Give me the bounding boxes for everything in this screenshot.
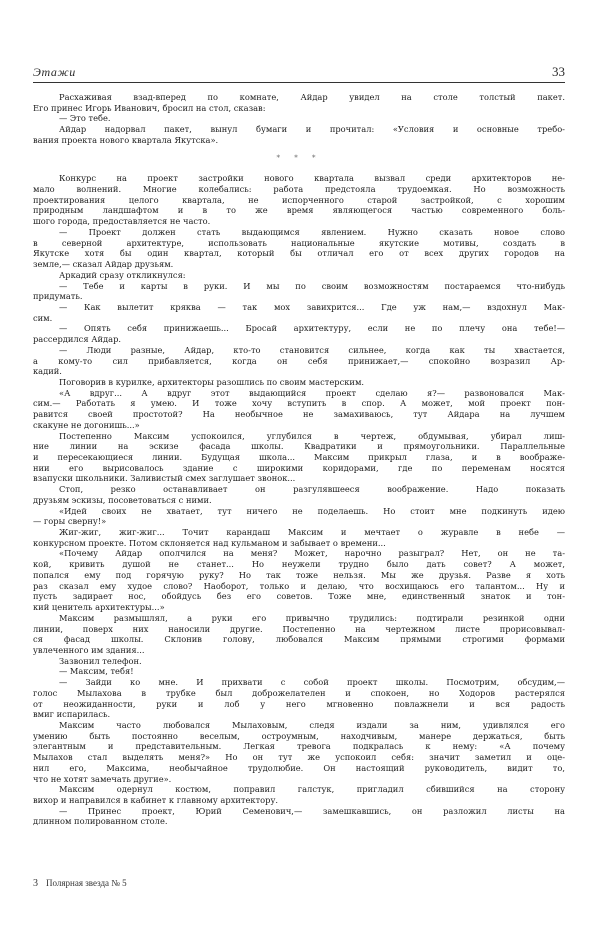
- text-line: сим.: [33, 312, 53, 323]
- text-line: Максим часто любовался Мылаховым, следя издали за ним, удивлялся его: [59, 719, 565, 730]
- text-line: Айдар надорвал пакет, вынул бумаги и прочитал: «Условия и основные требо-: [59, 124, 565, 135]
- text-line: Максим одернул костюм, поправил галстук, пригладил сбившийся на сторону: [59, 784, 565, 795]
- paragraph: [33, 124, 565, 145]
- paragraph: [33, 388, 565, 431]
- text-line: вания проекта нового квартала Якутска».: [33, 134, 219, 145]
- text-line: Жиг-жиг, жиг-жиг... Точит карандаш Максим и мечтает о журавле в небе —: [59, 527, 565, 538]
- text-line: «Идей своих не хватает, тут ничего не поделаешь. Но стоит мне подкинуть идею: [59, 505, 565, 516]
- paragraph: [33, 656, 565, 667]
- text-line: конкурсном проекте. Потом склоняется над кульманом и забывает о времени...: [33, 537, 386, 548]
- text-line: — горы сверну!»: [33, 516, 107, 527]
- text-line: мало волнений. Многие колебались: работа предстояла трудоемкая. Но возможность: [33, 184, 565, 195]
- text-line: равится своей простотой? На необычное не замахиваюсь, тут Айдара на лучшем: [33, 409, 565, 420]
- paragraph: [33, 527, 565, 548]
- text-line: Аркадий сразу откликнулся:: [59, 269, 186, 280]
- paragraph: [33, 677, 565, 720]
- text-after-separator: [33, 173, 565, 827]
- paragraph: [33, 431, 565, 485]
- text-line: — Как вылетит кряква — так мох завихрится... Где уж нам,— вздохнул Мак-: [59, 301, 565, 312]
- text-line: Стоп, резко останавливает он разгулявшееся воображение. Надо показать: [59, 484, 565, 495]
- paragraph: [33, 227, 565, 270]
- text-line: — Тебе и карты в руки. И мы по своим возможностям постараемся что-нибудь: [59, 280, 565, 291]
- text-line: проектирования целого квартала, не испорченного старой застройкой, с хорошим: [33, 194, 565, 205]
- text-line: кий ценитель архитектуры...»: [33, 602, 165, 613]
- text-line: Расхаживая взад-вперед по комнате, Айдар увидел на столе толстый пакет.: [59, 92, 565, 102]
- text-line: Конкурс на проект застройки нового квартала вызвал среди архитекторов не-: [59, 173, 565, 184]
- text-line: Постепенно Максим успокоился, углубился в чертеж, обдумывая, убирал лиш-: [59, 430, 565, 441]
- text-line: умению быть постоянно веселым, остроумным, находчивым, манере держаться, быть: [33, 730, 565, 741]
- paragraph: [33, 302, 565, 323]
- paragraph: [33, 806, 565, 827]
- text-line: Его принес Игорь Иванович, бросил на стол, сказав:: [33, 102, 266, 113]
- paragraph: [33, 784, 565, 805]
- publication-name: Полярная звезда № 5: [46, 878, 127, 888]
- paragraph: [33, 92, 565, 113]
- page-number: 33: [552, 64, 565, 79]
- text-line: а кому-то сил прибавляется, когда он себя принижает,— спокойно возразил Ар-: [33, 355, 565, 366]
- paragraph: [33, 484, 565, 505]
- text-line: и пересекающиеся линии. Будущая школа... Максим прикрыл глаза, и в воображе-: [33, 452, 565, 462]
- paragraph: [33, 377, 565, 388]
- text-line: земле,— сказал Айдар друзьям.: [33, 259, 174, 270]
- text-line: от неожиданности, руки и лоб у него мгновенно повлажнели и вся радость: [33, 698, 565, 709]
- text-line: Максим размышлял, а руки его привычно трудились: подтирали резинкой одни: [59, 612, 565, 623]
- paragraph: [33, 113, 565, 124]
- text-line: — Это тебе.: [59, 113, 111, 124]
- section-separator: * * *: [276, 153, 322, 162]
- text-line: увлеченного им здания...: [33, 644, 145, 655]
- text-line: в северной архитектуре, использовать национальные якутские мотивы, создать в: [33, 237, 565, 248]
- header-rule: [33, 82, 565, 83]
- text-line: линии, поверх них наносили другие. Постепенно на чертежном листе прорисовывал-: [33, 623, 565, 634]
- paragraph: [33, 613, 565, 656]
- paragraph: [33, 323, 565, 344]
- paragraph: [33, 720, 565, 784]
- text-line: голос Мылахова в трубке был доброжелателен и спокоен, но Ходоров растерялся: [33, 687, 565, 698]
- text-line: взапуски школьники. Заливистый смех заглушает звонок...: [33, 473, 296, 484]
- text-line: «Почему Айдар ополчился на меня? Может, нарочно разыграл? Нет, он не та-: [59, 548, 565, 559]
- text-line: длинном полированном столе.: [33, 816, 168, 827]
- text-line: — Принес проект, Юрий Семенович,— замешкавшись, он разложил листы на: [59, 805, 565, 816]
- text-line: придумать.: [33, 291, 83, 302]
- text-line: раз сказал ему худое слово? Наоборот, только и делаю, что восхищаюсь его талантом... Ну и: [33, 580, 565, 591]
- text-line: нил его, Максима, необычайное трудолюбие. Он настоящий руководитель, видит то,: [33, 762, 565, 773]
- printer-signature: 3: [33, 877, 38, 889]
- paragraph: [33, 173, 565, 227]
- text-line: сим.— Работать я умею. И тоже хочу вступить в спор. А может, мой проект пон-: [33, 398, 565, 409]
- text-line: шого города, предоставляется не часто.: [33, 216, 211, 227]
- text-line: нии его вырисовалось здание с широкими коридорами, где по переменам носятся: [33, 462, 565, 473]
- body-text: [33, 92, 565, 827]
- text-line: элегантным и представительным. Легкая тревога подкралась к нему: «А почему: [33, 741, 565, 752]
- running-title: Этажи: [33, 65, 76, 79]
- text-line: скакуне не догонишь...»: [33, 419, 140, 430]
- text-line: Якутске хотя бы один квартал, который бы отличал его от всех других городов на: [33, 248, 565, 259]
- text-line: Поговорив в курилке, архитекторы разошлись по своим мастерским.: [59, 376, 365, 387]
- text-line: вмиг испарилась.: [33, 709, 111, 720]
- text-line: рассердился Айдар.: [33, 334, 122, 345]
- text-line: попался ему под горячую руку? Но так тоже нельзя. Мы же друзья. Разве я хоть: [33, 569, 565, 580]
- paragraph: [33, 345, 565, 377]
- document-page: [33, 0, 565, 944]
- paragraph: [33, 270, 565, 281]
- text-line: Зазвонил телефон.: [59, 655, 142, 666]
- text-line: пусть задирает нос, обойдусь без его советов. Тоже мне, единственный знаток и тон-: [33, 591, 565, 602]
- text-line: «А вдруг... А вдруг этот выдающийся проект сделаю я?— развоновался Мак-: [59, 387, 565, 398]
- paragraph: [33, 548, 565, 612]
- text-line: — Зайди ко мне. И прихвати с собой проект школы. Посмотрим, обсудим,—: [59, 677, 565, 688]
- text-line: ся фасад школы. Склонив голову, любовался Максим прямыми строгими формами: [33, 634, 565, 645]
- text-line: кой, кривить душой не станет... Но неужели трудно было дать совет? А может,: [33, 559, 565, 570]
- text-line: что не хотят замечать другие».: [33, 773, 172, 784]
- text-line: ние линии на эскизе фасада школы. Квадратики и прямоугольники. Параллельные: [33, 441, 565, 452]
- text-line: вихор и направился в кабинет к главному архитектору.: [33, 795, 279, 805]
- paragraph: [33, 666, 565, 677]
- paragraph: [33, 281, 565, 302]
- text-line: природным ландшафтом и в то же время являющегося частью современного боль-: [33, 205, 565, 216]
- text-line: Мылахов стал выделять меня?» Но он тут же успокоил себя: значит заметил и оце-: [33, 752, 565, 763]
- text-line: друзьям эскизы, посоветоваться с ними.: [33, 494, 212, 505]
- text-line: — Люди разные, Айдар, кто-то становится сильнее, когда как ты хвастается,: [59, 344, 565, 355]
- text-line: кадий.: [33, 366, 62, 377]
- text-line: — Опять себя принижаешь... Бросай архитектуру, если не по плечу она тебе!—: [59, 323, 565, 334]
- paragraph: [33, 506, 565, 527]
- page-footer: [33, 876, 565, 890]
- text-line: — Максим, тебя!: [59, 666, 134, 677]
- text-line: — Проект должен стать выдающимся явлением. Нужно сказать новое слово: [59, 226, 565, 237]
- page-header: [33, 60, 565, 80]
- text-before-separator: [33, 92, 565, 146]
